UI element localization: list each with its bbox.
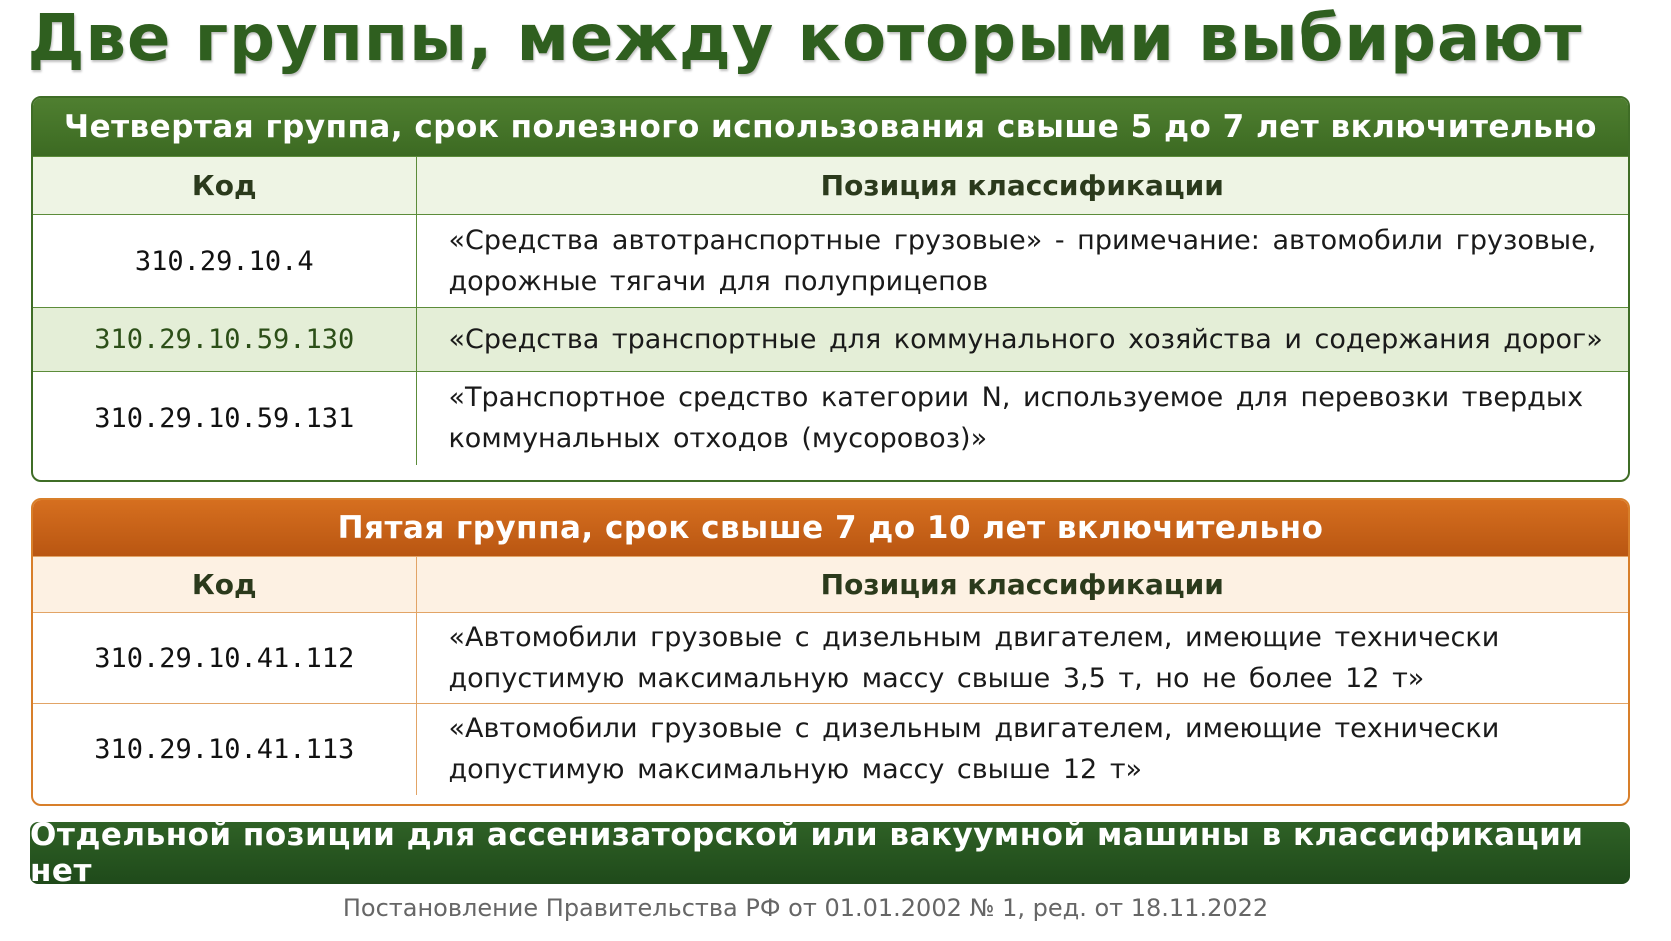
conclusion-banner: Отдельной позиции для ассенизаторской или вакуумной машины в классификации нет bbox=[30, 822, 1630, 884]
row-code: 310.29.10.41.112 bbox=[33, 613, 416, 704]
table-header-row bbox=[33, 557, 1628, 613]
row-description: «Автомобили грузовые с дизельным двигателем, имеющие технически допустимую максимальную массу свыше 3,5 т, но не более 12 т» bbox=[416, 613, 1628, 704]
row-code: 310.29.10.59.130 bbox=[33, 308, 416, 372]
table-row-highlighted bbox=[33, 308, 1628, 372]
row-code: 310.29.10.41.113 bbox=[33, 704, 416, 795]
column-header-code: Код bbox=[33, 557, 416, 613]
table-row bbox=[33, 704, 1628, 795]
table-row bbox=[33, 613, 1628, 704]
column-header-position: Позиция классификации bbox=[416, 157, 1628, 215]
row-description: «Транспортное средство категории N, используемое для перевозки твердых коммунальных отходов (мусоровоз)» bbox=[416, 372, 1628, 465]
row-code: 310.29.10.4 bbox=[33, 215, 416, 308]
row-description: «Средства транспортные для коммунального хозяйства и содержания дорог» bbox=[416, 308, 1628, 372]
group5-table bbox=[31, 498, 1630, 806]
group4-table bbox=[31, 96, 1630, 482]
table-row bbox=[33, 372, 1628, 465]
row-description: «Средства автотранспортные грузовые» - примечание: автомобили грузовые, дорожные тягачи для полуприцепов bbox=[416, 215, 1628, 308]
column-header-code: Код bbox=[33, 157, 416, 215]
row-description: «Автомобили грузовые с дизельным двигателем, имеющие технически допустимую максимальную массу свыше 12 т» bbox=[416, 704, 1628, 795]
source-citation: Постановление Правительства РФ от 01.01.2002 № 1, ред. от 18.11.2022 bbox=[342, 894, 1269, 922]
page-title: Две группы, между которыми выбирают bbox=[27, 2, 1583, 76]
group5-grid bbox=[33, 556, 1628, 795]
group4-heading: Четвертая группа, срок полезного использования свыше 5 до 7 лет включительно bbox=[33, 98, 1628, 156]
table-row bbox=[33, 215, 1628, 308]
group5-heading: Пятая группа, срок свыше 7 до 10 лет включительно bbox=[33, 500, 1628, 556]
table-header-row bbox=[33, 157, 1628, 215]
column-header-position: Позиция классификации bbox=[416, 557, 1628, 613]
row-code: 310.29.10.59.131 bbox=[33, 372, 416, 465]
group4-grid bbox=[33, 156, 1628, 465]
